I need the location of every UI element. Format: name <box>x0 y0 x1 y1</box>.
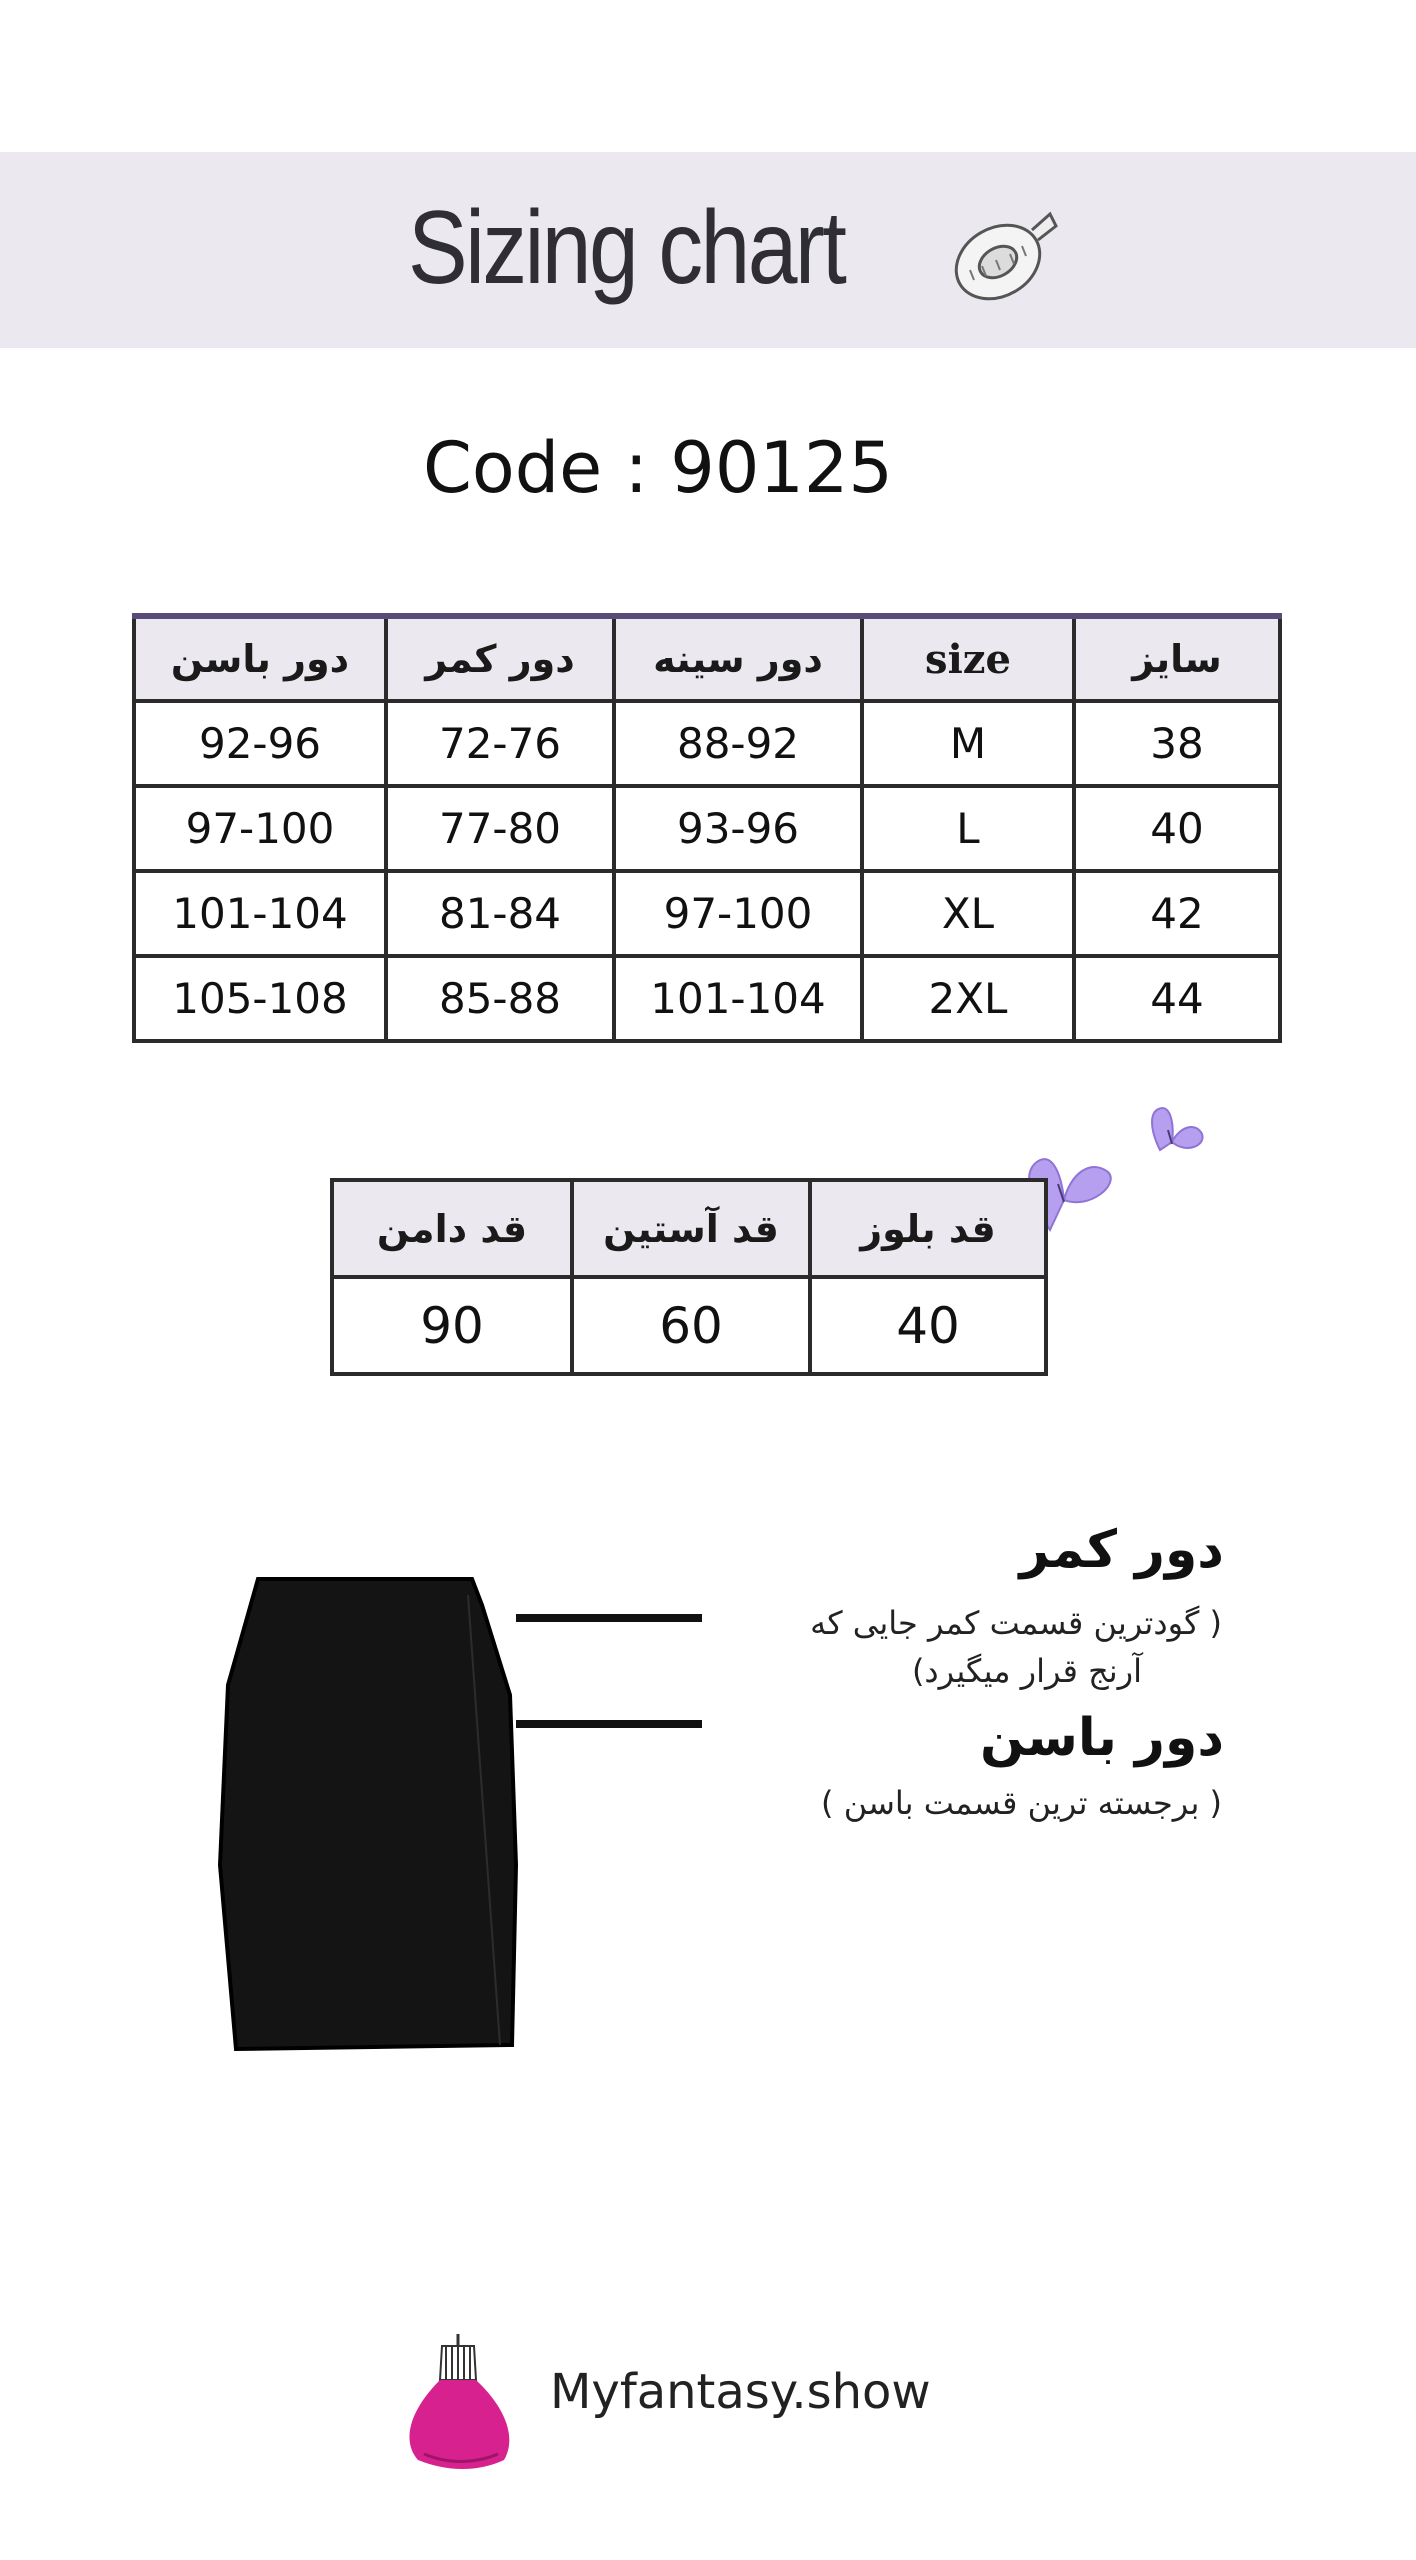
cell-waist: 81-84 <box>386 871 614 956</box>
header-waist: دور کمر <box>386 616 614 701</box>
page-title: Sizing chart <box>408 190 845 306</box>
cell-hip: 105-108 <box>134 956 386 1041</box>
cell-chest: 88-92 <box>614 701 862 786</box>
cell-size-number: 44 <box>1074 956 1280 1041</box>
header-size-latin: size <box>862 616 1074 701</box>
cell-chest: 97-100 <box>614 871 862 956</box>
header-chest: دور سینه <box>614 616 862 701</box>
table-row <box>134 871 1280 956</box>
cell-blouse-length: 40 <box>810 1277 1046 1374</box>
waist-description-line-1: ( گودترین قسمت کمر جایی که <box>810 1604 1222 1642</box>
cell-size: XL <box>862 871 1074 956</box>
cell-hip: 97-100 <box>134 786 386 871</box>
header-blouse-length: قد بلوز <box>810 1180 1046 1277</box>
table-row <box>332 1277 1046 1374</box>
header-hip: دور باسن <box>134 616 386 701</box>
brand-name: Myfantasy.show <box>550 2364 931 2420</box>
waist-label: دور کمر <box>1019 1520 1224 1580</box>
cell-skirt-length: 90 <box>332 1277 572 1374</box>
header-sleeve-length: قد آستین <box>572 1180 810 1277</box>
measuring-tape-icon <box>940 200 1060 320</box>
table-row <box>134 786 1280 871</box>
cell-size: 2XL <box>862 956 1074 1041</box>
skirt-illustration <box>200 1565 530 2065</box>
cell-waist: 85-88 <box>386 956 614 1041</box>
cell-chest: 101-104 <box>614 956 862 1041</box>
cell-size: M <box>862 701 1074 786</box>
cell-size-number: 40 <box>1074 786 1280 871</box>
length-table <box>330 1178 1048 1376</box>
hip-description: ( برجسته ترین قسمت باسن ) <box>821 1784 1222 1822</box>
hip-label: دور باسن <box>979 1708 1224 1768</box>
cell-hip: 101-104 <box>134 871 386 956</box>
size-table <box>132 613 1282 1043</box>
cell-sleeve-length: 60 <box>572 1277 810 1374</box>
hip-marker-line <box>516 1720 702 1728</box>
cell-chest: 93-96 <box>614 786 862 871</box>
length-table-header-row <box>332 1180 1046 1277</box>
header-size-number: سایز <box>1074 616 1280 701</box>
product-code: Code : 90125 <box>423 427 893 509</box>
dress-mannequin-icon <box>398 2332 518 2472</box>
cell-hip: 92-96 <box>134 701 386 786</box>
table-row <box>134 701 1280 786</box>
cell-size: L <box>862 786 1074 871</box>
waist-marker-line <box>516 1614 702 1622</box>
waist-description-line-2: آرنج قرار میگیرد) <box>911 1652 1142 1690</box>
cell-waist: 77-80 <box>386 786 614 871</box>
cell-size-number: 38 <box>1074 701 1280 786</box>
cell-waist: 72-76 <box>386 701 614 786</box>
header-skirt-length: قد دامن <box>332 1180 572 1277</box>
table-row <box>134 956 1280 1041</box>
cell-size-number: 42 <box>1074 871 1280 956</box>
size-table-header-row <box>134 616 1280 701</box>
